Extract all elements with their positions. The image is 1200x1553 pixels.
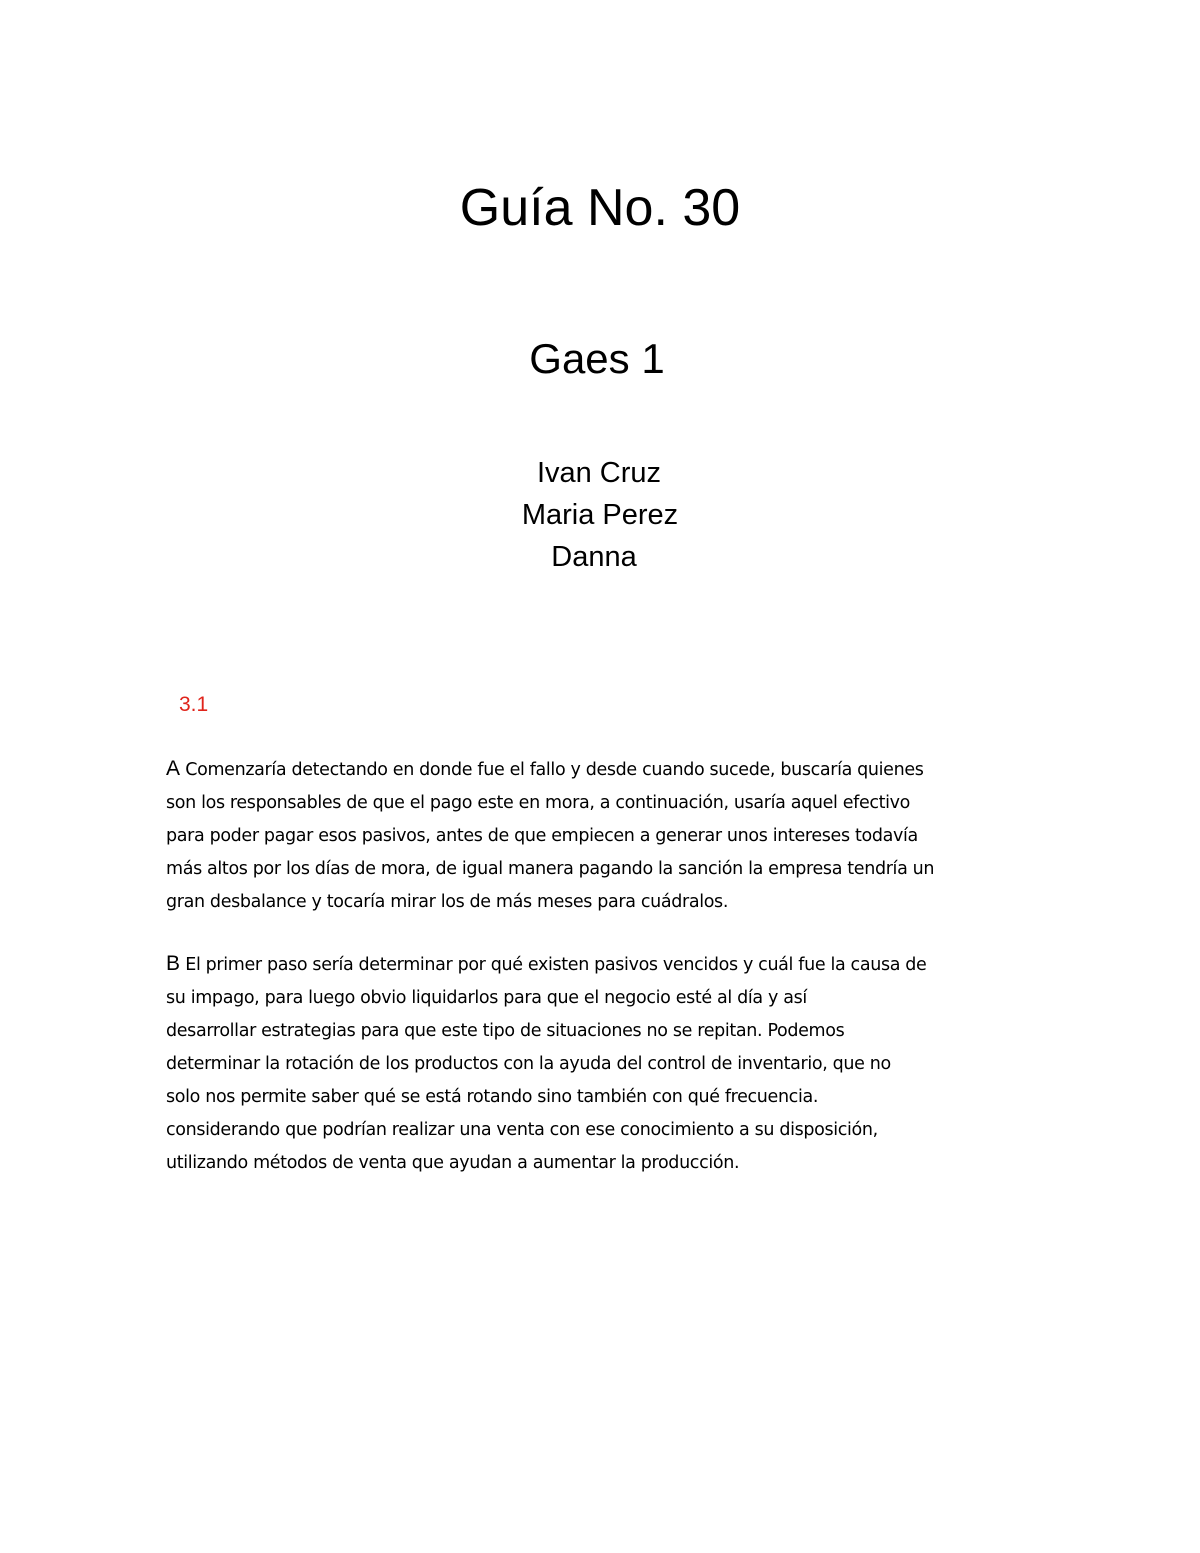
answer-letter: B	[166, 952, 181, 975]
paragraph-line: su impago, para luego obvio liquidarlos para que el negocio esté al día y así	[166, 988, 807, 1008]
line-text: Comenzaría detectando en donde fue el fallo y desde cuando sucede, buscaría quienes	[185, 760, 924, 780]
paragraph-line: para poder pagar esos pasivos, antes de que empiecen a generar unos intereses todavía	[166, 826, 918, 846]
paragraph-line: solo nos permite saber qué se está rotando sino también con qué frecuencia.	[166, 1087, 819, 1107]
paragraph-line: considerando que podrían realizar una venta con ese conocimiento a su disposición,	[166, 1120, 878, 1140]
paragraph-line: determinar la rotación de los productos con la ayuda del control de inventario, que no	[166, 1054, 891, 1074]
paragraph-line: utilizando métodos de venta que ayudan a aumentar la producción.	[166, 1153, 740, 1173]
document-title: Guía No. 30	[459, 179, 741, 237]
paragraph-line: gran desbalance y tocaría mirar los de más meses para cuádralos.	[166, 892, 729, 912]
answer-letter: A	[166, 757, 181, 780]
line-text: El primer paso sería determinar por qué existen pasivos vencidos y cuál fue la causa de	[185, 955, 927, 975]
author-list	[0, 452, 1200, 578]
paragraph-line: más altos por los días de mora, de igual manera pagando la sanción la empresa tendría un	[166, 859, 935, 879]
author-name: Maria Perez	[521, 499, 679, 531]
paragraph-line	[166, 947, 1046, 982]
paragraph-line: desarrollar estrategias para que este tipo de situaciones no se repitan. Podemos	[166, 1021, 845, 1041]
document-subtitle: Gaes 1	[529, 335, 665, 382]
paragraph-line	[166, 752, 1046, 787]
paragraph-line: son los responsables de que el pago este en mora, a continuación, usaría aquel efectivo	[166, 793, 911, 813]
answer-a-paragraph	[166, 752, 1046, 919]
author-name: Danna	[551, 541, 637, 573]
answer-b-paragraph	[166, 947, 1046, 1180]
author-name: Ivan Cruz	[536, 457, 662, 489]
section-number: 3.1	[179, 693, 209, 716]
